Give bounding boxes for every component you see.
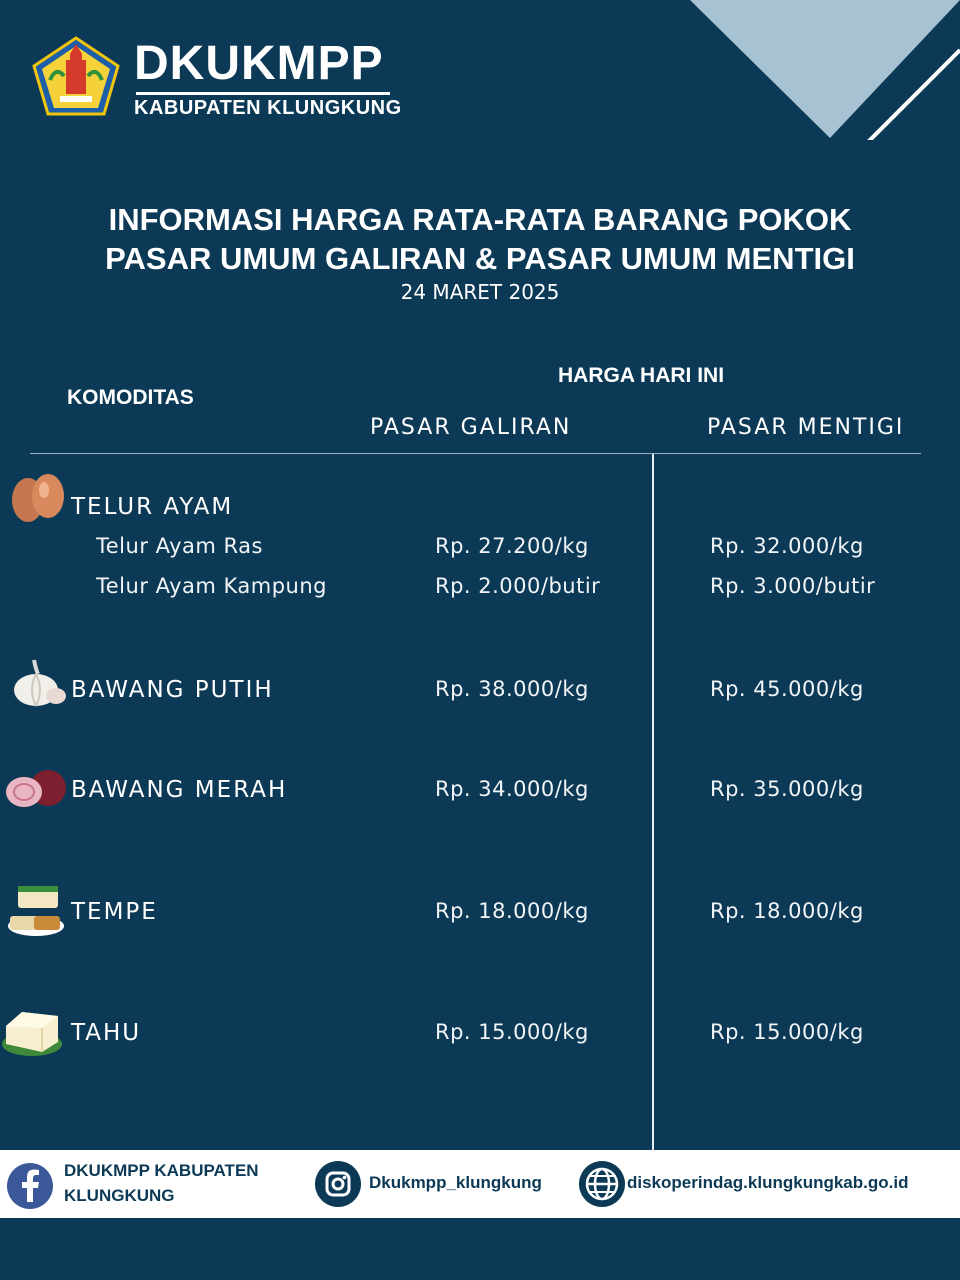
- eggs-icon: [6, 466, 70, 528]
- facebook-icon[interactable]: [6, 1162, 54, 1210]
- price-mentigi-tempe: Rp. 18.000/kg: [710, 899, 864, 923]
- price-mentigi-bawang-putih: Rp. 45.000/kg: [710, 677, 864, 701]
- brand-divider: [136, 92, 390, 95]
- price-galiran-tahu: Rp. 15.000/kg: [435, 1020, 589, 1044]
- klungkung-regency-emblem-icon: [32, 36, 120, 116]
- headline-line-2: PASAR UMUM GALIRAN & PASAR UMUM MENTIGI: [105, 241, 855, 276]
- tofu-icon: [0, 1004, 64, 1058]
- facebook-page-name-line-2[interactable]: KLUNGKUNG: [64, 1186, 175, 1205]
- brand-subtitle: KABUPATEN KLUNGKUNG: [134, 97, 402, 119]
- garlic-icon: [8, 656, 68, 708]
- globe-icon[interactable]: [578, 1160, 626, 1208]
- commodity-bawang-putih: BAWANG PUTIH: [71, 677, 274, 703]
- headline-line-1: INFORMASI HARGA RATA-RATA BARANG POKOK: [108, 202, 852, 237]
- price-galiran-tempe: Rp. 18.000/kg: [435, 899, 589, 923]
- instagram-icon[interactable]: [314, 1160, 362, 1208]
- commodity-bawang-merah: BAWANG MERAH: [71, 777, 288, 803]
- item-telur-ayam-kampung: Telur Ayam Kampung: [96, 574, 328, 598]
- facebook-page-name-line-1[interactable]: DKUKMPP KABUPATEN: [64, 1161, 259, 1180]
- contact-footer: [0, 1150, 960, 1218]
- price-galiran-bawang-merah: Rp. 34.000/kg: [435, 777, 589, 801]
- commodity-telur-ayam: TELUR AYAM: [71, 494, 234, 520]
- column-divider: [652, 454, 654, 1152]
- report-date: 24 MARET 2025: [400, 280, 560, 304]
- commodity-tahu: TAHU: [71, 1020, 142, 1046]
- price-galiran-bawang-putih: Rp. 38.000/kg: [435, 677, 589, 701]
- price-galiran-telur-ras: Rp. 27.200/kg: [435, 534, 589, 558]
- item-telur-ayam-ras: Telur Ayam Ras: [96, 534, 263, 558]
- brand-title: DKUKMPP: [134, 37, 384, 90]
- instagram-handle[interactable]: Dkukmpp_klungkung: [369, 1173, 542, 1192]
- price-mentigi-telur-kampung: Rp. 3.000/butir: [710, 574, 876, 598]
- website-url[interactable]: diskoperindag.klungkungkab.go.id: [627, 1173, 909, 1192]
- commodity-column-header: KOMODITAS: [67, 386, 194, 409]
- price-galiran-telur-kampung: Rp. 2.000/butir: [435, 574, 601, 598]
- price-mentigi-tahu: Rp. 15.000/kg: [710, 1020, 864, 1044]
- price-mentigi-bawang-merah: Rp. 35.000/kg: [710, 777, 864, 801]
- market-mentigi-header: PASAR MENTIGI: [707, 415, 905, 440]
- tempeh-icon: [4, 882, 66, 944]
- decorative-corner-triangle: [690, 0, 960, 140]
- commodity-tempe: TEMPE: [71, 899, 158, 925]
- price-mentigi-telur-ras: Rp. 32.000/kg: [710, 534, 864, 558]
- red-onion-icon: [4, 764, 68, 810]
- market-galiran-header: PASAR GALIRAN: [370, 415, 572, 440]
- price-today-header: HARGA HARI INI: [558, 364, 725, 387]
- header-divider: [30, 453, 921, 454]
